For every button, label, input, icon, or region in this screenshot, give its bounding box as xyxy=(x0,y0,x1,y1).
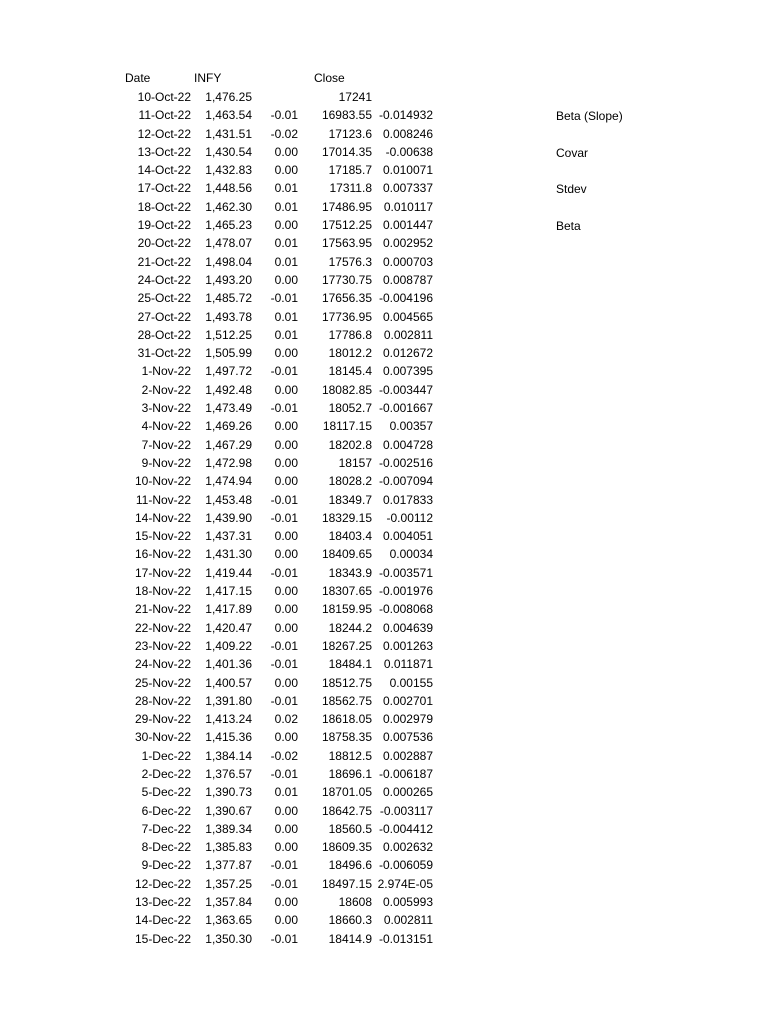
cell-close: 17185.7 xyxy=(328,163,372,178)
cell-infy-return: 0.01 xyxy=(274,254,298,269)
cell-close-return: 0.004728 xyxy=(382,437,433,452)
cell-infy: 1,400.57 xyxy=(205,675,252,690)
cell-close: 17241 xyxy=(338,90,372,104)
cell-infy: 1,401.36 xyxy=(205,657,252,672)
table-row xyxy=(0,198,768,216)
cell-infy: 1,478.07 xyxy=(205,236,252,251)
table-row xyxy=(0,820,768,838)
cell-close: 18642.75 xyxy=(321,803,372,818)
cell-close: 18244.2 xyxy=(328,620,372,635)
cell-close-return: 0.000703 xyxy=(382,254,433,269)
table-row xyxy=(0,893,768,911)
cell-date: 28-Nov-22 xyxy=(134,693,191,708)
cell-date: 2-Nov-22 xyxy=(141,382,191,397)
cell-infy: 1,417.89 xyxy=(205,602,252,617)
table-row xyxy=(0,253,768,271)
table-row xyxy=(0,509,768,527)
cell-close-return: 0.002979 xyxy=(382,712,433,727)
cell-date: 24-Nov-22 xyxy=(134,657,191,672)
cell-infy: 1,465.23 xyxy=(205,218,252,233)
cell-infy: 1,462.30 xyxy=(205,199,252,214)
cell-close: 18701.05 xyxy=(321,785,372,800)
cell-close: 17512.25 xyxy=(321,218,372,233)
cell-infy: 1,417.15 xyxy=(205,584,252,599)
cell-date: 25-Oct-22 xyxy=(137,291,191,306)
cell-close: 18012.2 xyxy=(328,346,372,361)
table-row xyxy=(0,491,768,509)
cell-close-return: -0.001667 xyxy=(378,401,433,416)
cell-infy-return: -0.01 xyxy=(270,693,298,708)
cell-date: 27-Oct-22 xyxy=(137,309,191,324)
cell-date: 3-Nov-22 xyxy=(141,401,191,416)
cell-date: 22-Nov-22 xyxy=(134,620,191,635)
table-row xyxy=(0,234,768,252)
cell-infy-return: 0.00 xyxy=(274,803,298,818)
cell-infy-return: -0.01 xyxy=(270,931,298,946)
cell-close: 17311.8 xyxy=(329,181,372,196)
table-row xyxy=(0,728,768,746)
table-row xyxy=(0,399,768,417)
cell-date: 7-Nov-22 xyxy=(141,437,191,452)
cell-infy: 1,472.98 xyxy=(205,455,252,470)
cell-infy: 1,384.14 xyxy=(205,748,252,763)
header-date: Date xyxy=(125,71,151,85)
cell-close: 17123.6 xyxy=(328,126,372,141)
cell-infy: 1,357.84 xyxy=(205,895,252,910)
cell-infy-return: -0.01 xyxy=(270,876,298,891)
cell-close: 18484.1 xyxy=(328,657,372,672)
cell-infy: 1,505.99 xyxy=(205,346,252,361)
cell-infy: 1,498.04 xyxy=(205,254,252,269)
cell-close-return: -0.002516 xyxy=(378,455,433,470)
cell-date: 11-Nov-22 xyxy=(135,492,191,507)
cell-close: 17656.35 xyxy=(321,291,372,306)
cell-date: 20-Oct-22 xyxy=(137,236,191,251)
cell-infy: 1,492.48 xyxy=(205,382,252,397)
cell-close-return: 0.004639 xyxy=(382,620,433,635)
table-row xyxy=(0,747,768,765)
cell-close: 18560.5 xyxy=(328,821,372,836)
cell-date: 12-Dec-22 xyxy=(134,876,191,891)
cell-close-return: -0.004412 xyxy=(378,821,433,836)
cell-date: 4-Nov-22 xyxy=(141,419,191,434)
cell-close-return: 0.002632 xyxy=(382,840,433,855)
table-row xyxy=(0,143,768,161)
cell-infy: 1,390.67 xyxy=(205,803,252,818)
cell-close-return: -0.008068 xyxy=(378,602,433,617)
cell-infy: 1,357.25 xyxy=(205,876,252,891)
cell-date: 28-Oct-22 xyxy=(137,327,191,342)
cell-infy: 1,476.25 xyxy=(205,90,252,104)
cell-date: 29-Nov-22 xyxy=(134,712,191,727)
cell-infy-return: 0.00 xyxy=(274,602,298,617)
cell-close-return: 0.010117 xyxy=(383,199,433,214)
cell-infy-return: -0.01 xyxy=(270,291,298,306)
cell-close: 18403.4 xyxy=(328,529,372,544)
cell-infy-return: -0.01 xyxy=(270,364,298,379)
cell-infy-return: -0.01 xyxy=(270,638,298,653)
table-row xyxy=(0,454,768,472)
cell-close-return: 0.002887 xyxy=(382,748,433,763)
cell-infy-return: 0.01 xyxy=(274,181,298,196)
cell-date: 12-Oct-22 xyxy=(137,126,191,141)
cell-close: 18145.4 xyxy=(328,364,372,379)
cell-close-return: 2.974E-05 xyxy=(377,876,433,891)
table-row xyxy=(0,930,768,948)
cell-date: 31-Oct-22 xyxy=(137,346,191,361)
cell-close-return: -0.006187 xyxy=(378,766,433,781)
table-row xyxy=(0,381,768,399)
cell-infy: 1,493.20 xyxy=(205,272,252,287)
cell-close-return: -0.014932 xyxy=(378,108,433,123)
cell-close-return: -0.007094 xyxy=(378,474,433,489)
cell-infy: 1,409.22 xyxy=(205,638,252,653)
cell-close: 18496.6 xyxy=(328,858,372,873)
cell-date: 21-Nov-22 xyxy=(134,602,191,617)
cell-close: 18267.25 xyxy=(321,638,372,653)
cell-infy: 1,474.94 xyxy=(205,474,252,489)
cell-close: 17486.95 xyxy=(321,199,372,214)
cell-close-return: -0.013151 xyxy=(378,931,433,946)
table-row xyxy=(0,838,768,856)
cell-infy-return: 0.00 xyxy=(274,218,298,233)
table-row xyxy=(0,326,768,344)
cell-close: 18202.8 xyxy=(328,437,372,452)
cell-date: 10-Oct-22 xyxy=(137,90,191,104)
cell-close-return: 0.00155 xyxy=(389,675,433,690)
cell-infy: 1,391.80 xyxy=(205,693,252,708)
cell-infy: 1,485.72 xyxy=(205,291,252,306)
cell-date: 14-Dec-22 xyxy=(134,913,191,928)
cell-close: 16983.55 xyxy=(321,108,372,123)
cell-close: 18409.65 xyxy=(321,547,372,562)
cell-close-return: 0.007536 xyxy=(382,730,433,745)
cell-infy: 1,385.83 xyxy=(205,840,252,855)
table-row xyxy=(0,637,768,655)
cell-date: 18-Oct-22 xyxy=(137,199,191,214)
header-infy: INFY xyxy=(194,71,222,85)
cell-close: 18618.05 xyxy=(321,712,372,727)
cell-close: 18812.5 xyxy=(328,748,372,763)
table-row xyxy=(0,674,768,692)
cell-date: 18-Nov-22 xyxy=(134,584,191,599)
cell-close-return: 0.011871 xyxy=(383,657,433,672)
cell-infy-return: -0.01 xyxy=(270,565,298,580)
cell-infy-return: 0.01 xyxy=(274,327,298,342)
cell-close: 17563.95 xyxy=(321,236,372,251)
cell-close-return: 0.001263 xyxy=(382,638,433,653)
cell-close-return: -0.003447 xyxy=(378,382,433,397)
cell-close: 18157 xyxy=(338,455,372,470)
cell-infy: 1,448.56 xyxy=(205,181,252,196)
cell-close-return: 0.004051 xyxy=(382,529,433,544)
cell-close-return: 0.008787 xyxy=(382,272,433,287)
cell-date: 13-Oct-22 xyxy=(137,144,191,159)
cell-date: 19-Oct-22 xyxy=(137,218,191,233)
cell-infy-return: 0.00 xyxy=(274,821,298,836)
cell-infy-return: 0.00 xyxy=(274,474,298,489)
cell-close: 18696.1 xyxy=(328,766,372,781)
cell-date: 23-Nov-22 xyxy=(134,638,191,653)
cell-close-return: 0.008246 xyxy=(382,126,433,141)
cell-infy: 1,430.54 xyxy=(205,144,252,159)
cell-infy: 1,463.54 xyxy=(205,108,252,123)
table-row xyxy=(0,362,768,380)
cell-infy-return: 0.01 xyxy=(274,199,298,214)
cell-close: 18609.35 xyxy=(321,840,372,855)
cell-infy: 1,512.25 xyxy=(205,327,252,342)
cell-infy-return: -0.01 xyxy=(270,492,298,507)
cell-infy-return: -0.02 xyxy=(270,748,298,763)
table-row xyxy=(0,582,768,600)
cell-infy-return: 0.00 xyxy=(274,419,298,434)
cell-date: 14-Oct-22 xyxy=(137,163,191,178)
cell-close: 17736.95 xyxy=(321,309,372,324)
cell-infy-return: -0.01 xyxy=(270,510,298,525)
cell-close: 18307.65 xyxy=(321,584,372,599)
cell-infy: 1,377.87 xyxy=(205,858,252,873)
cell-date: 14-Nov-22 xyxy=(134,510,191,525)
cell-infy: 1,431.30 xyxy=(205,547,252,562)
table-row xyxy=(0,802,768,820)
cell-date: 15-Nov-22 xyxy=(134,529,191,544)
table-row xyxy=(0,125,768,143)
cell-infy-return: 0.02 xyxy=(274,712,298,727)
cell-infy: 1,415.36 xyxy=(205,730,252,745)
cell-close: 18159.95 xyxy=(321,602,372,617)
cell-infy-return: 0.01 xyxy=(274,236,298,251)
cell-close-return: 0.012672 xyxy=(382,346,433,361)
table-row xyxy=(0,856,768,874)
cell-close-return: 0.007337 xyxy=(382,181,433,196)
cell-date: 17-Oct-22 xyxy=(137,181,191,196)
cell-infy-return: -0.01 xyxy=(270,858,298,873)
cell-close: 17730.75 xyxy=(321,272,372,287)
cell-close-return: 0.004565 xyxy=(382,309,433,324)
cell-infy-return: 0.01 xyxy=(274,785,298,800)
cell-close-return: 0.001447 xyxy=(382,218,433,233)
cell-close-return: 0.002701 xyxy=(382,693,433,708)
cell-infy-return: -0.01 xyxy=(270,657,298,672)
table-row xyxy=(0,875,768,893)
cell-close: 18343.9 xyxy=(328,565,372,580)
cell-close-return: -0.003117 xyxy=(379,803,433,818)
table-row xyxy=(0,545,768,563)
cell-infy-return: 0.00 xyxy=(274,272,298,287)
table-row xyxy=(0,765,768,783)
table-row xyxy=(0,271,768,289)
table-row xyxy=(0,344,768,362)
cell-close: 18414.9 xyxy=(328,931,372,946)
cell-infy: 1,497.72 xyxy=(205,364,252,379)
cell-date: 11-Oct-22 xyxy=(138,108,191,123)
cell-infy-return: 0.00 xyxy=(274,144,298,159)
table-row xyxy=(0,710,768,728)
cell-date: 24-Oct-22 xyxy=(137,272,191,287)
cell-infy-return: 0.00 xyxy=(274,620,298,635)
table-row xyxy=(0,564,768,582)
cell-close-return: 0.00357 xyxy=(389,419,433,434)
cell-infy-return: 0.00 xyxy=(274,163,298,178)
header-close: Close xyxy=(314,71,345,85)
cell-close: 18117.15 xyxy=(322,419,372,434)
table-row xyxy=(0,308,768,326)
cell-date: 6-Dec-22 xyxy=(141,803,191,818)
cell-close: 18562.75 xyxy=(321,693,372,708)
data-rows xyxy=(0,88,768,948)
cell-infy-return: 0.00 xyxy=(274,675,298,690)
cell-infy-return: 0.00 xyxy=(274,455,298,470)
table-row xyxy=(0,417,768,435)
label-stdev: Stdev xyxy=(556,182,587,196)
cell-infy-return: 0.00 xyxy=(274,913,298,928)
cell-infy-return: 0.00 xyxy=(274,840,298,855)
cell-close-return: 0.002811 xyxy=(383,913,433,928)
cell-close-return: -0.003571 xyxy=(378,565,433,580)
cell-date: 8-Dec-22 xyxy=(141,840,191,855)
cell-close-return: 0.017833 xyxy=(382,492,433,507)
cell-close-return: 0.010071 xyxy=(382,163,433,178)
table-row xyxy=(0,527,768,545)
cell-infy-return: 0.00 xyxy=(274,382,298,397)
cell-date: 13-Dec-22 xyxy=(134,895,191,910)
cell-infy-return: 0.00 xyxy=(274,584,298,599)
cell-infy-return: 0.00 xyxy=(274,895,298,910)
cell-date: 9-Dec-22 xyxy=(141,858,191,873)
cell-date: 10-Nov-22 xyxy=(134,474,191,489)
cell-date: 16-Nov-22 xyxy=(134,547,191,562)
cell-close-return: 0.000265 xyxy=(382,785,433,800)
cell-infy: 1,376.57 xyxy=(205,766,252,781)
table-row xyxy=(0,619,768,637)
cell-date: 17-Nov-22 xyxy=(134,565,191,580)
cell-close: 18758.35 xyxy=(321,730,372,745)
cell-infy: 1,413.24 xyxy=(205,712,252,727)
table-row xyxy=(0,783,768,801)
cell-infy: 1,493.78 xyxy=(205,309,252,324)
cell-infy: 1,469.26 xyxy=(205,419,252,434)
cell-infy: 1,467.29 xyxy=(205,437,252,452)
cell-close-return: 0.005993 xyxy=(382,895,433,910)
table-row xyxy=(0,436,768,454)
cell-date: 15-Dec-22 xyxy=(134,931,191,946)
cell-date: 1-Nov-22 xyxy=(141,364,191,379)
cell-infy: 1,437.31 xyxy=(205,529,252,544)
cell-infy-return: -0.02 xyxy=(270,126,298,141)
table-row xyxy=(0,216,768,234)
cell-date: 21-Oct-22 xyxy=(137,254,191,269)
cell-date: 2-Dec-22 xyxy=(141,766,191,781)
cell-infy-return: 0.00 xyxy=(274,437,298,452)
cell-infy: 1,363.65 xyxy=(205,913,252,928)
table-row xyxy=(0,106,768,124)
cell-infy: 1,420.47 xyxy=(205,620,252,635)
cell-close: 17014.35 xyxy=(321,144,372,159)
cell-infy: 1,473.49 xyxy=(205,401,252,416)
cell-close: 18660.3 xyxy=(328,913,372,928)
cell-close-return: -0.00638 xyxy=(385,144,433,159)
cell-infy-return: -0.01 xyxy=(270,401,298,416)
cell-close: 18082.85 xyxy=(321,382,372,397)
table-row xyxy=(0,692,768,710)
cell-infy: 1,389.34 xyxy=(205,821,252,836)
cell-close: 18608 xyxy=(338,895,372,910)
cell-infy: 1,390.73 xyxy=(205,785,252,800)
table-row xyxy=(0,655,768,673)
cell-close-return: -0.00112 xyxy=(386,510,433,525)
cell-date: 5-Dec-22 xyxy=(141,785,191,800)
cell-infy-return: 0.00 xyxy=(274,730,298,745)
table-row xyxy=(0,911,768,929)
cell-infy: 1,453.48 xyxy=(205,492,252,507)
cell-date: 1-Dec-22 xyxy=(141,748,191,763)
cell-infy-return: -0.01 xyxy=(270,108,298,123)
cell-close-return: 0.002811 xyxy=(383,327,433,342)
cell-close-return: -0.006059 xyxy=(378,858,433,873)
label-covar: Covar xyxy=(556,146,589,160)
cell-infy: 1,431.51 xyxy=(205,126,252,141)
cell-date: 9-Nov-22 xyxy=(141,455,191,470)
cell-close: 18512.75 xyxy=(321,675,372,690)
table-row xyxy=(0,179,768,197)
cell-close-return: 0.007395 xyxy=(382,364,433,379)
cell-date: 7-Dec-22 xyxy=(141,821,191,836)
cell-infy-return: -0.01 xyxy=(270,766,298,781)
cell-close: 18349.7 xyxy=(328,492,372,507)
table-row xyxy=(0,88,768,106)
cell-close: 18329.15 xyxy=(321,510,372,525)
cell-infy: 1,432.83 xyxy=(205,163,252,178)
cell-close: 17786.8 xyxy=(328,327,372,342)
cell-close: 18028.2 xyxy=(328,474,372,489)
cell-infy-return: 0.00 xyxy=(274,346,298,361)
cell-infy: 1,350.30 xyxy=(205,931,252,946)
cell-close-return: 0.002952 xyxy=(382,236,433,251)
table-row xyxy=(0,289,768,307)
cell-infy-return: 0.00 xyxy=(274,547,298,562)
cell-date: 30-Nov-22 xyxy=(134,730,191,745)
label-beta: Beta xyxy=(556,219,581,233)
cell-close: 18497.15 xyxy=(321,876,372,891)
cell-infy-return: 0.01 xyxy=(274,309,298,324)
cell-close-return: -0.001976 xyxy=(378,584,433,599)
cell-close-return: -0.004196 xyxy=(378,291,433,306)
label-beta-slope: Beta (Slope) xyxy=(556,109,623,123)
table-row xyxy=(0,600,768,618)
cell-close-return: 0.00034 xyxy=(389,547,433,562)
cell-infy: 1,439.90 xyxy=(205,510,252,525)
cell-infy: 1,419.44 xyxy=(205,565,252,580)
cell-infy-return: 0.00 xyxy=(274,529,298,544)
cell-close: 18052.7 xyxy=(328,401,372,416)
table-row xyxy=(0,472,768,490)
cell-close: 17576.3 xyxy=(328,254,372,269)
cell-date: 25-Nov-22 xyxy=(134,675,191,690)
table-row xyxy=(0,161,768,179)
